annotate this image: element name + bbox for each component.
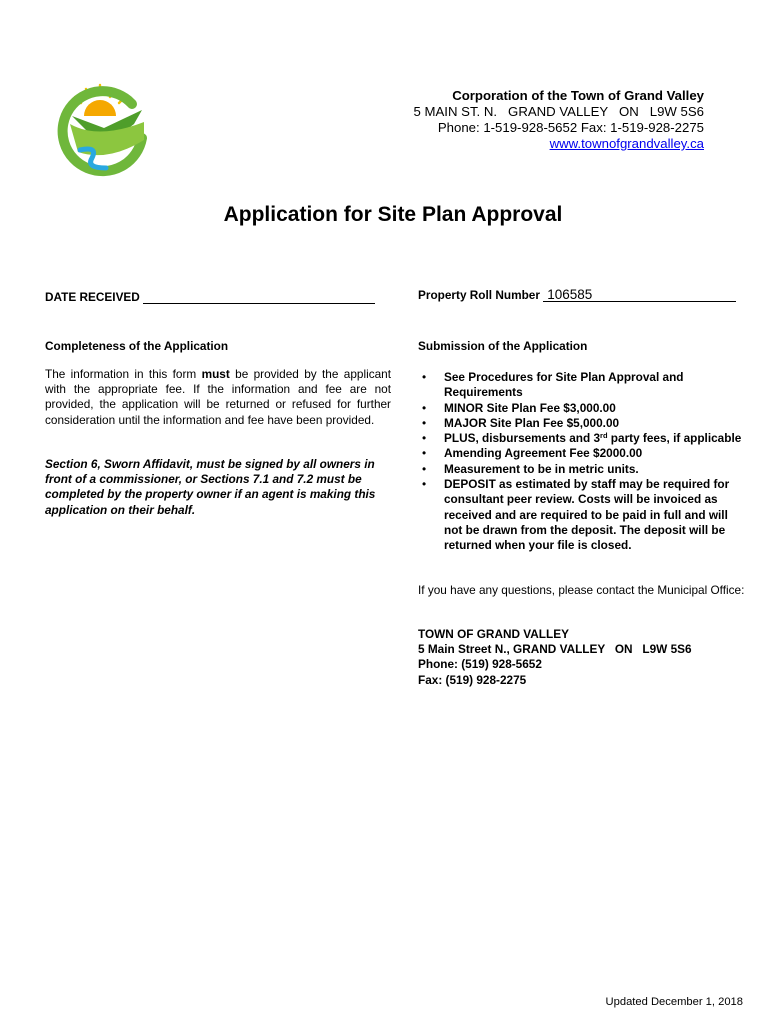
submission-heading: Submission of the Application bbox=[418, 339, 588, 353]
list-item: • MAJOR Site Plan Fee $5,000.00 bbox=[422, 415, 620, 430]
property-roll-input[interactable] bbox=[543, 289, 736, 302]
date-received-label: DATE RECEIVED bbox=[45, 290, 140, 304]
affidavit-note: Section 6, Sworn Affidavit, must be signed by all owners in front of a commissioner, or Sections 7.1 and 7.2 must be completed by the property owner if an agent is making this application on their behalf. bbox=[45, 457, 376, 517]
property-roll-field bbox=[418, 288, 736, 302]
contact-phone: Phone: (519) 928-5652 bbox=[418, 657, 542, 672]
contact-fax: Fax: (519) 928-2275 bbox=[418, 672, 527, 687]
org-address: 5 MAIN ST. N. GRAND VALLEY ON L9W 5S6 bbox=[413, 104, 704, 119]
contact-block bbox=[418, 627, 692, 688]
list-item: • Measurement to be in metric units. bbox=[422, 461, 639, 476]
list-item: • PLUS, disbursements and 3rd party fees, if applicable bbox=[422, 431, 742, 446]
questions-text: If you have any questions, please contact the Municipal Office: bbox=[418, 583, 745, 597]
list-item: • DEPOSIT as estimated by staff may be required for consultant peer review. Costs will be invoiced as received and are required to be paid in full and will not be drawn from the deposit. The deposit will be returned when your file is closed. bbox=[422, 477, 730, 553]
org-phone-fax: Phone: 1-519-928-5652 Fax: 1-519-928-2275 bbox=[437, 120, 704, 135]
grand-valley-logo bbox=[48, 80, 152, 180]
contact-name: TOWN OF GRAND VALLEY bbox=[418, 627, 569, 641]
website-link[interactable]: www.townofgrandvalley.ca bbox=[549, 136, 704, 151]
contact-address: 5 Main Street N., GRAND VALLEY ON L9W 5S6 bbox=[418, 642, 692, 657]
property-roll-value: 106585 bbox=[547, 287, 593, 302]
completeness-heading: Completeness of the Application bbox=[45, 339, 229, 353]
list-item: • MINOR Site Plan Fee $3,000.00 bbox=[422, 400, 616, 415]
org-name: Corporation of the Town of Grand Valley bbox=[452, 88, 704, 103]
date-received-input[interactable] bbox=[143, 291, 375, 304]
page-title: Application for Site Plan Approval bbox=[223, 203, 563, 226]
submission-list bbox=[418, 370, 748, 554]
org-header bbox=[414, 88, 704, 152]
property-roll-label: Property Roll Number bbox=[418, 288, 540, 302]
list-item: • See Procedures for Site Plan Approval and Requirements bbox=[422, 370, 684, 400]
list-item: • Amending Agreement Fee $2000.00 bbox=[422, 446, 643, 461]
updated-date: Updated December 1, 2018 bbox=[605, 996, 743, 1008]
completeness-paragraph: The information in this form must be provided by the applicant with the appropriate fee. If the information and fee are not provided, the application will be returned or refused for further consideration until the information and fee have been provided. bbox=[45, 367, 391, 427]
date-received-field bbox=[45, 290, 375, 304]
